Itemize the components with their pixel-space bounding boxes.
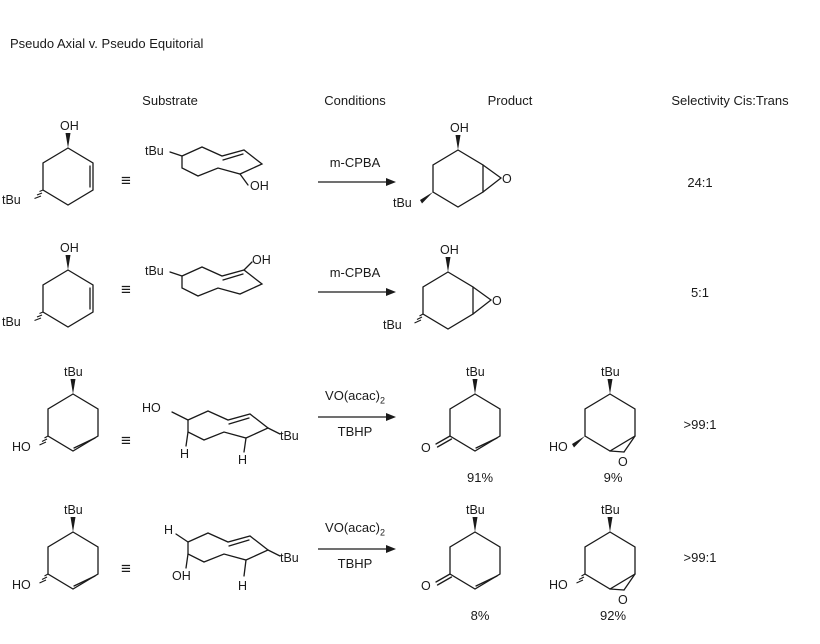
row-3-reagent-main: VO(acac) <box>325 388 380 403</box>
label-tbu: tBu <box>466 503 485 517</box>
label-tbu: tBu <box>466 365 485 379</box>
row-4-conformer-structure <box>140 512 310 607</box>
row-3-reagent-subscript: 2 <box>379 395 385 406</box>
hash-bond-tbu <box>35 190 44 199</box>
row-1-reagent-label: m-CPBA <box>329 155 381 170</box>
row-2-substrate-structure <box>2 240 128 340</box>
label-ho: HO <box>549 578 568 592</box>
row-3-conformer-structure <box>140 390 310 480</box>
row-2-product-structure <box>383 240 528 345</box>
label-tbu: tBu <box>145 144 164 158</box>
row-4-equivalence: ≡ <box>121 559 131 578</box>
label-tbu: tBu <box>2 193 21 207</box>
row-4-substrate-structure <box>12 500 138 610</box>
label-ho: HO <box>549 440 568 454</box>
row-4-reaction-arrow <box>318 542 398 556</box>
row-3-reaction-arrow <box>318 410 398 424</box>
row-4-selectivity: >99:1 <box>683 550 717 565</box>
row-3-substrate-structure <box>12 362 138 472</box>
label-oh: OH <box>172 569 191 583</box>
label-o: O <box>502 172 512 186</box>
label-oh: OH <box>450 121 469 135</box>
label-o: O <box>421 579 431 593</box>
column-header-selectivity: Selectivity Cis:Trans <box>671 93 789 108</box>
row-1-conformer-structure <box>140 130 300 210</box>
hash-bond-tbu <box>35 312 44 321</box>
row-3-product-2-yield: 9% <box>603 470 623 485</box>
column-header-conditions: Conditions <box>324 93 386 108</box>
hash-bond-tbu <box>415 314 424 323</box>
label-o: O <box>492 294 502 308</box>
row-1-selectivity: 24:1 <box>687 175 713 190</box>
label-oh: OH <box>252 253 271 267</box>
label-tbu: tBu <box>383 318 402 332</box>
row-1-substrate-structure <box>2 118 128 218</box>
label-oh: OH <box>250 179 269 193</box>
label-tbu: tBu <box>2 315 21 329</box>
row-2-conformer-structure <box>140 250 300 330</box>
row-1-equivalence: ≡ <box>121 171 131 190</box>
label-oh: OH <box>60 241 79 255</box>
row-2-selectivity: 5:1 <box>690 285 710 300</box>
label-o: O <box>421 441 431 455</box>
row-2-reagent-label: m-CPBA <box>329 265 381 280</box>
label-ho: HO <box>12 440 31 454</box>
row-3-reagent2-label: TBHP <box>337 424 373 439</box>
label-h1: H <box>180 447 190 461</box>
label-tbu: tBu <box>145 264 164 278</box>
label-tbu: tBu <box>64 503 83 517</box>
column-header-substrate: Substrate <box>142 93 198 108</box>
row-4-product-1-structure <box>420 500 540 610</box>
row-3-selectivity: >99:1 <box>683 417 717 432</box>
column-header-product: Product <box>487 93 533 108</box>
label-o: O <box>618 593 628 607</box>
label-tbu: tBu <box>393 196 412 210</box>
hash-bond-ho <box>577 574 586 583</box>
label-tbu: tBu <box>280 551 299 565</box>
label-ho: HO <box>12 578 31 592</box>
scheme-title: Pseudo Axial v. Pseudo Equitorial <box>10 36 204 51</box>
label-tbu: tBu <box>601 365 620 379</box>
row-2-reaction-arrow <box>318 285 398 299</box>
row-1-reaction-arrow <box>318 175 398 189</box>
label-ho: HO <box>142 401 161 415</box>
row-4-reagent-main: VO(acac) <box>325 520 380 535</box>
row-4-reagent2-label: TBHP <box>337 556 373 571</box>
row-3-equivalence: ≡ <box>121 431 131 450</box>
row-3-reagent-label <box>290 388 420 406</box>
row-1-product-structure <box>393 118 538 223</box>
label-oh: OH <box>60 119 79 133</box>
label-tbu: tBu <box>601 503 620 517</box>
label-h2: H <box>238 579 248 593</box>
label-h2: H <box>238 453 248 467</box>
row-2-equivalence: ≡ <box>121 280 131 299</box>
label-oh: OH <box>440 243 459 257</box>
hash-bond-ho <box>40 436 49 445</box>
row-4-reagent-label <box>290 520 420 538</box>
row-4-reagent-subscript: 2 <box>379 527 385 538</box>
row-3-product-1-yield: 91% <box>466 470 494 485</box>
row-4-product-2-yield: 92% <box>599 608 627 623</box>
label-tbu: tBu <box>280 429 299 443</box>
label-o: O <box>618 455 628 469</box>
label-tbu: tBu <box>64 365 83 379</box>
hash-bond-ho <box>40 574 49 583</box>
row-3-product-1-structure <box>420 362 540 472</box>
row-4-product-1-yield: 8% <box>470 608 490 623</box>
label-h1: H <box>164 523 174 537</box>
